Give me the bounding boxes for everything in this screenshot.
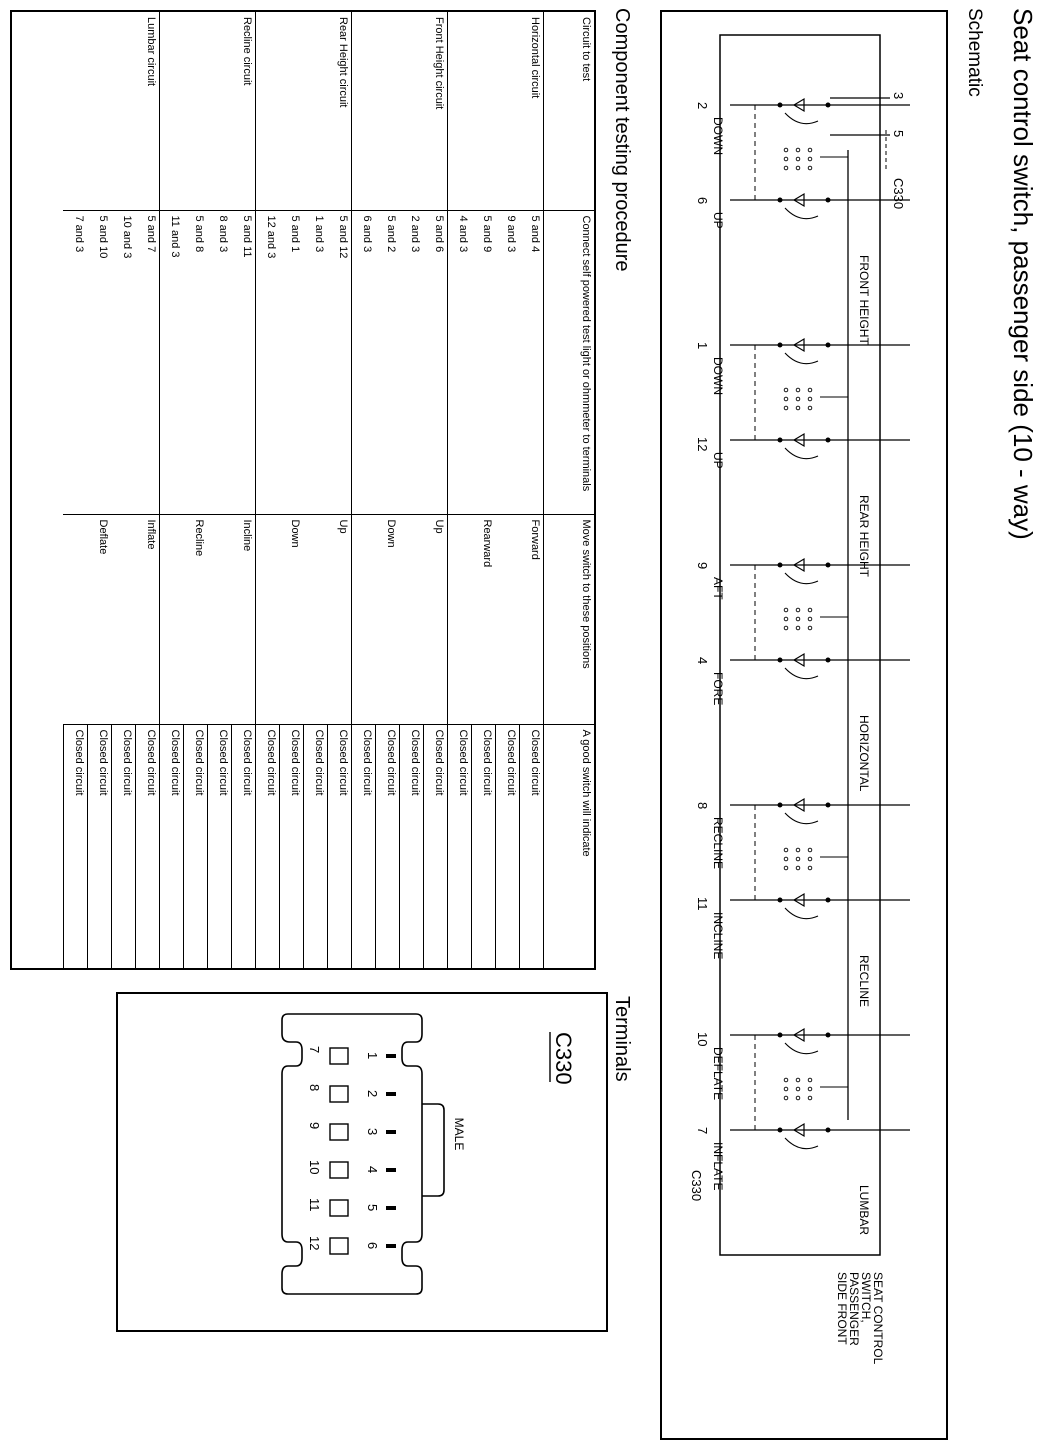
result-cell: Closed circuit [472, 724, 496, 968]
contact-point [808, 626, 812, 630]
pin-number: 11 [695, 897, 710, 911]
pin-socket [330, 1200, 348, 1216]
connector-outline [282, 1014, 422, 1294]
contact-point [784, 626, 788, 630]
position-label: INCLINE [711, 912, 725, 960]
result-cell: Closed circuit [496, 724, 520, 968]
pin-number: 9 [695, 562, 710, 570]
switch-contact-arc [785, 208, 818, 219]
terminal-dot [826, 103, 831, 108]
position-cell: Rearward [472, 514, 496, 724]
contact-point [808, 1096, 812, 1100]
switch-contact-arc [785, 813, 818, 824]
position-cell [496, 514, 520, 724]
terminal-dot [778, 803, 783, 808]
contact-point [784, 617, 788, 621]
pin-number: 11 [307, 1198, 322, 1212]
switch-section [695, 1029, 910, 1235]
contact-point [808, 1078, 812, 1082]
terminals-cell: 5 and 11 [232, 210, 256, 514]
result-cell: Closed circuit [352, 724, 376, 968]
pin-number: 10 [695, 1032, 710, 1047]
circuit-cell [112, 12, 136, 210]
pin-blade [386, 1130, 396, 1134]
circuit-cell [472, 12, 496, 210]
terminals-cell: 9 and 3 [496, 210, 520, 514]
terminals-cell: 1 and 3 [304, 210, 328, 514]
contact-point [808, 397, 812, 401]
circuit-cell [496, 12, 520, 210]
connector-name: C330 [551, 1032, 576, 1085]
position-cell [112, 514, 136, 724]
position-cell [352, 514, 376, 724]
position-label: UP [711, 212, 725, 229]
position-cell [208, 514, 232, 724]
pin-number: 12 [695, 437, 710, 452]
switch-contact-arc [785, 448, 818, 459]
switch-contact-arc [785, 1043, 818, 1054]
terminals-cell: 4 and 3 [448, 210, 472, 514]
contact-point [796, 166, 800, 170]
terminal-dot [778, 898, 783, 903]
pin-blade [386, 1206, 396, 1210]
contact-point [796, 848, 800, 852]
contact-point [808, 617, 812, 621]
contact-point [808, 857, 812, 861]
terminal-dot [826, 658, 831, 663]
procedure-row [472, 12, 496, 968]
position-cell [448, 514, 472, 724]
procedure-row [400, 12, 424, 968]
circuit-cell: Horizontal circuit [520, 12, 544, 210]
contact-point [796, 1078, 800, 1082]
procedure-row [208, 12, 232, 968]
position-cell: Recline [184, 514, 208, 724]
terminals-cell: 5 and 8 [184, 210, 208, 514]
contact-point [796, 157, 800, 161]
result-cell: Closed circuit [304, 724, 328, 968]
section-name: HORIZONTAL [857, 715, 871, 792]
pin-number: 1 [365, 1052, 380, 1060]
contact-point [808, 866, 812, 870]
terminal-dot [778, 438, 783, 443]
contact-point [796, 1096, 800, 1100]
contact-point [796, 626, 800, 630]
circuit-cell: Rear Height circuit [328, 12, 352, 210]
pin-socket [330, 1048, 348, 1064]
pin-blade [386, 1168, 396, 1172]
pin-number: 6 [365, 1242, 380, 1250]
procedure-row [112, 12, 136, 968]
position-label: RECLINE [711, 817, 725, 870]
switch-contact-arc [785, 573, 818, 584]
header-position: Move switch to these positions [544, 514, 595, 724]
pin-number: 9 [307, 1122, 322, 1130]
component-name-line: SIDE FRONT [835, 1272, 849, 1345]
result-cell: Closed circuit [280, 724, 304, 968]
result-cell: Closed circuit [232, 724, 256, 968]
position-cell: Deflate [88, 514, 112, 724]
procedure-header-row [544, 12, 595, 968]
terminals-cell: 8 and 3 [208, 210, 232, 514]
terminals-cell: 7 and 3 [64, 210, 88, 514]
position-cell [400, 514, 424, 724]
section-name: RECLINE [857, 955, 871, 1008]
procedure-heading: Component testing procedure [611, 8, 633, 272]
circuit-cell [280, 12, 304, 210]
terminals-heading: Terminals [611, 996, 633, 1082]
terminals-cell: 6 and 3 [352, 210, 376, 514]
procedure-row [136, 12, 160, 968]
procedure-row [376, 12, 400, 968]
contact-point [796, 866, 800, 870]
terminal-dot [826, 1128, 831, 1133]
connector-label-top: C330 [891, 178, 906, 210]
top-pin-label: 5 [891, 130, 906, 138]
switch-contact-arc [785, 113, 818, 124]
position-label: DOWN [711, 357, 725, 395]
switch-contact-arc [785, 1138, 818, 1149]
position-label: FORE [711, 672, 725, 706]
procedure-row [352, 12, 376, 968]
terminals-cell: 5 and 9 [472, 210, 496, 514]
result-cell: Closed circuit [448, 724, 472, 968]
terminals-cell: 5 and 7 [136, 210, 160, 514]
terminal-dot [826, 1033, 831, 1038]
pin-socket [330, 1124, 348, 1140]
pin-number: 5 [365, 1204, 380, 1212]
page-title: Seat control switch, passenger side (10 - way) [1008, 8, 1038, 540]
terminal-dot [826, 898, 831, 903]
contact-point [784, 157, 788, 161]
procedure-row [184, 12, 208, 968]
contact-point [808, 166, 812, 170]
connector-label-bottom: C330 [689, 1170, 704, 1202]
circuit-cell [88, 12, 112, 210]
contact-point [808, 148, 812, 152]
header-terminals: Connect self powered test light or ohmmeter to terminals [544, 210, 595, 514]
section-name: FRONT HEIGHT [857, 255, 871, 345]
position-cell [64, 514, 88, 724]
pin-socket [330, 1238, 348, 1254]
procedure-row [88, 12, 112, 968]
component-name-line: SEAT CONTROL [871, 1272, 885, 1365]
result-cell: Closed circuit [184, 724, 208, 968]
contact-point [784, 866, 788, 870]
terminal-dot [826, 803, 831, 808]
switch-contact-arc [785, 908, 818, 919]
terminals-cell: 5 and 10 [88, 210, 112, 514]
procedure-row [496, 12, 520, 968]
contact-point [808, 406, 812, 410]
terminals-cell: 2 and 3 [400, 210, 424, 514]
procedure-row [160, 12, 184, 968]
contact-point [796, 397, 800, 401]
terminals-cell: 5 and 12 [328, 210, 352, 514]
terminal-dot [778, 563, 783, 568]
result-cell: Closed circuit [376, 724, 400, 968]
terminals-cell: 5 and 2 [376, 210, 400, 514]
switch-section [695, 99, 910, 345]
contact-point [796, 1087, 800, 1091]
pin-number: 10 [307, 1160, 322, 1175]
procedure-row [280, 12, 304, 968]
terminal-dot [826, 563, 831, 568]
result-cell: Closed circuit [328, 724, 352, 968]
contact-point [784, 1096, 788, 1100]
contact-point [796, 608, 800, 612]
contact-point [808, 1087, 812, 1091]
procedure-table [63, 12, 594, 968]
schematic-label: Schematic [964, 8, 985, 97]
top-pin-label: 3 [891, 92, 906, 100]
circuit-cell: Recline circuit [232, 12, 256, 210]
circuit-cell [304, 12, 328, 210]
position-cell: Up [424, 514, 448, 724]
pin-number: 3 [365, 1128, 380, 1136]
terminal-dot [778, 1033, 783, 1038]
connector-diagram [114, 994, 600, 1330]
circuit-cell [256, 12, 280, 210]
terminal-dot [826, 343, 831, 348]
switch-section [695, 339, 910, 578]
contact-point [796, 617, 800, 621]
result-cell: Closed circuit [256, 724, 280, 968]
pin-number: 2 [695, 102, 710, 110]
result-cell: Closed circuit [400, 724, 424, 968]
procedure-row [256, 12, 280, 968]
result-cell: Closed circuit [160, 724, 184, 968]
terminals-cell: 5 and 6 [424, 210, 448, 514]
terminal-dot [778, 1128, 783, 1133]
pin-blade [386, 1092, 396, 1096]
circuit-cell: Front Height circuit [424, 12, 448, 210]
terminals-cell: 12 and 3 [256, 210, 280, 514]
procedure-row [328, 12, 352, 968]
contact-point [784, 848, 788, 852]
contact-point [808, 388, 812, 392]
contact-point [808, 848, 812, 852]
header-result: A good switch will indicate [544, 724, 595, 968]
section-name: REAR HEIGHT [857, 495, 871, 578]
terminal-dot [826, 438, 831, 443]
position-label: DEFLATE [711, 1047, 725, 1101]
pin-number: 8 [307, 1084, 322, 1092]
section-name: LUMBAR [857, 1185, 871, 1236]
terminal-dot [778, 343, 783, 348]
terminals-cell: 5 and 1 [280, 210, 304, 514]
circuit-cell [448, 12, 472, 210]
connector-key [422, 1104, 444, 1196]
circuit-cell [184, 12, 208, 210]
pin-blade [386, 1244, 396, 1248]
procedure-row [304, 12, 328, 968]
contact-point [784, 1087, 788, 1091]
result-cell: Closed circuit [64, 724, 88, 968]
position-cell: Incline [232, 514, 256, 724]
terminals-cell: 11 and 3 [160, 210, 184, 514]
position-cell: Up [328, 514, 352, 724]
position-cell: Forward [520, 514, 544, 724]
contact-point [808, 157, 812, 161]
terminal-dot [826, 198, 831, 203]
circuit-cell [400, 12, 424, 210]
contact-point [784, 148, 788, 152]
position-cell: Down [280, 514, 304, 724]
position-cell [160, 514, 184, 724]
contact-point [796, 857, 800, 861]
pin-number: 2 [365, 1090, 380, 1098]
terminals-cell: 5 and 4 [520, 210, 544, 514]
position-cell: Inflate [136, 514, 160, 724]
position-label: DOWN [711, 117, 725, 155]
pin-blade [386, 1054, 396, 1058]
result-cell: Closed circuit [136, 724, 160, 968]
schematic-diagram [660, 10, 960, 1390]
switch-contact-arc [785, 353, 818, 364]
header-circuit: Circuit to test [544, 12, 595, 210]
result-cell: Closed circuit [424, 724, 448, 968]
position-label: UP [711, 452, 725, 469]
position-cell: Down [376, 514, 400, 724]
circuit-cell [352, 12, 376, 210]
contact-point [796, 406, 800, 410]
position-cell [256, 514, 280, 724]
switch-contact-arc [785, 668, 818, 679]
result-cell: Closed circuit [112, 724, 136, 968]
pin-number: 12 [307, 1236, 322, 1251]
terminal-dot [778, 658, 783, 663]
pin-number: 4 [695, 657, 710, 665]
pin-socket [330, 1086, 348, 1102]
contact-point [784, 397, 788, 401]
terminal-dot [778, 103, 783, 108]
result-cell: Closed circuit [208, 724, 232, 968]
component-name-line: PASSENGER [847, 1272, 861, 1346]
procedure-row [424, 12, 448, 968]
pin-number: 8 [695, 802, 710, 810]
terminal-dot [778, 198, 783, 203]
pin-socket [330, 1162, 348, 1178]
procedure-row [448, 12, 472, 968]
contact-point [784, 1078, 788, 1082]
contact-point [784, 166, 788, 170]
contact-point [784, 608, 788, 612]
circuit-cell [208, 12, 232, 210]
contact-point [784, 406, 788, 410]
contact-point [796, 148, 800, 152]
pin-number: 6 [695, 197, 710, 205]
procedure-row [232, 12, 256, 968]
contact-point [784, 857, 788, 861]
pin-number: 4 [365, 1166, 380, 1174]
result-cell: Closed circuit [520, 724, 544, 968]
switch-section [695, 799, 910, 1007]
result-cell: Closed circuit [88, 724, 112, 968]
connector-gender: MALE [452, 1117, 466, 1151]
contact-point [796, 388, 800, 392]
position-cell [304, 514, 328, 724]
terminals-cell: 10 and 3 [112, 210, 136, 514]
switch-section [695, 559, 910, 792]
circuit-cell [64, 12, 88, 210]
circuit-cell [160, 12, 184, 210]
circuit-cell [376, 12, 400, 210]
contact-point [808, 608, 812, 612]
procedure-row [64, 12, 88, 968]
circuit-cell: Lumbar circuit [136, 12, 160, 210]
pin-number: 1 [695, 342, 710, 350]
procedure-row [520, 12, 544, 968]
component-name-line: SWITCH, [859, 1272, 873, 1323]
position-label: INFLATE [711, 1142, 725, 1191]
pin-number: 7 [307, 1046, 322, 1054]
pin-number: 7 [695, 1127, 710, 1135]
position-label: AFT [711, 577, 725, 600]
contact-point [784, 388, 788, 392]
